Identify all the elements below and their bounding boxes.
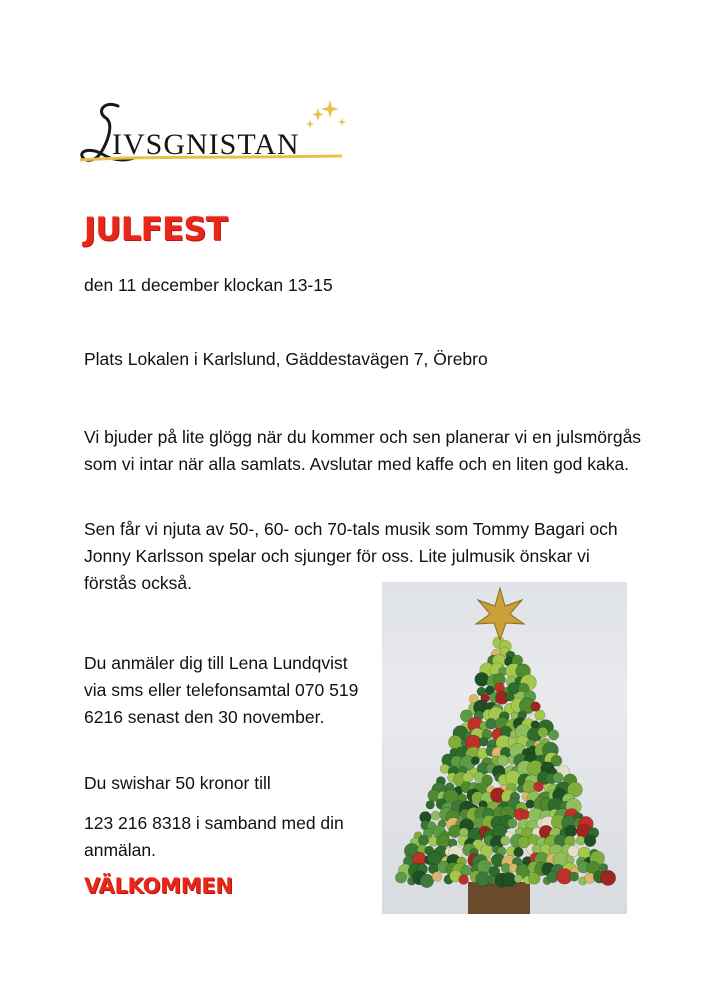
- tree-button: [535, 710, 545, 720]
- button-tree-icon: [382, 582, 627, 914]
- tree-button: [507, 818, 517, 828]
- tree-button: [502, 872, 516, 886]
- tree-button: [570, 872, 579, 881]
- place-line: Plats Lokalen i Karlslund, Gäddestavägen 7, Örebro: [84, 349, 488, 369]
- tree-button: [529, 873, 541, 885]
- tree-button: [426, 801, 435, 810]
- tree-button: [568, 846, 579, 857]
- tree-button: [475, 672, 489, 686]
- tree-button: [538, 727, 548, 737]
- swish-number: 123 216 8318 i samband med din anmälan.: [84, 813, 344, 860]
- tree-button: [500, 836, 509, 845]
- page-title: JULFEST: [84, 210, 228, 248]
- tree-button: [436, 834, 450, 848]
- tree-button: [497, 755, 508, 766]
- tree-button: [431, 811, 440, 820]
- tree-button: [418, 835, 428, 845]
- tree-button: [461, 865, 472, 876]
- tree-button: [601, 870, 616, 885]
- tree-button: [459, 875, 469, 885]
- tree-button: [548, 730, 558, 740]
- christmas-tree-photo: [382, 582, 627, 914]
- tree-button: [534, 782, 544, 792]
- tree-button: [514, 847, 524, 857]
- tree-button: [584, 835, 596, 847]
- paragraph-food: Vi bjuder på lite glögg när du kommer och sen planerar vi en julsmörgås som vi intar när alla samlats. Avslutar med kaffe och en liten god kaka.: [84, 427, 642, 474]
- welcome-text: VÄLKOMMEN: [84, 874, 233, 898]
- tree-button: [420, 874, 434, 888]
- swish-intro: Du swishar 50 kronor till: [84, 773, 271, 793]
- signup-text: Du anmäler dig till Lena Lundqvist via sms eller telefonsamtal 070 519 6216 senast den 30 november.: [84, 653, 359, 727]
- tree-button: [576, 836, 585, 845]
- tree-button: [395, 872, 406, 883]
- tree-button: [471, 757, 479, 765]
- tree-button: [432, 872, 442, 882]
- tree-button: [565, 825, 577, 837]
- paragraph-music: Sen får vi njuta av 50-, 60- och 70-tals musik som Tommy Bagari och Jonny Karlsson spelar och sjunger för oss. Lite julmusik önskar vi förstås också.: [84, 519, 618, 593]
- tree-button: [514, 875, 522, 883]
- logo-text: IVSGNISTAN: [112, 128, 300, 161]
- livsgnistan-logo: [78, 98, 350, 170]
- star-icon: [476, 588, 524, 640]
- date-line: den 11 december klockan 13-15: [84, 275, 333, 295]
- tree-button: [553, 773, 563, 783]
- sparkle-icon: [306, 100, 346, 128]
- tree-button: [463, 772, 473, 782]
